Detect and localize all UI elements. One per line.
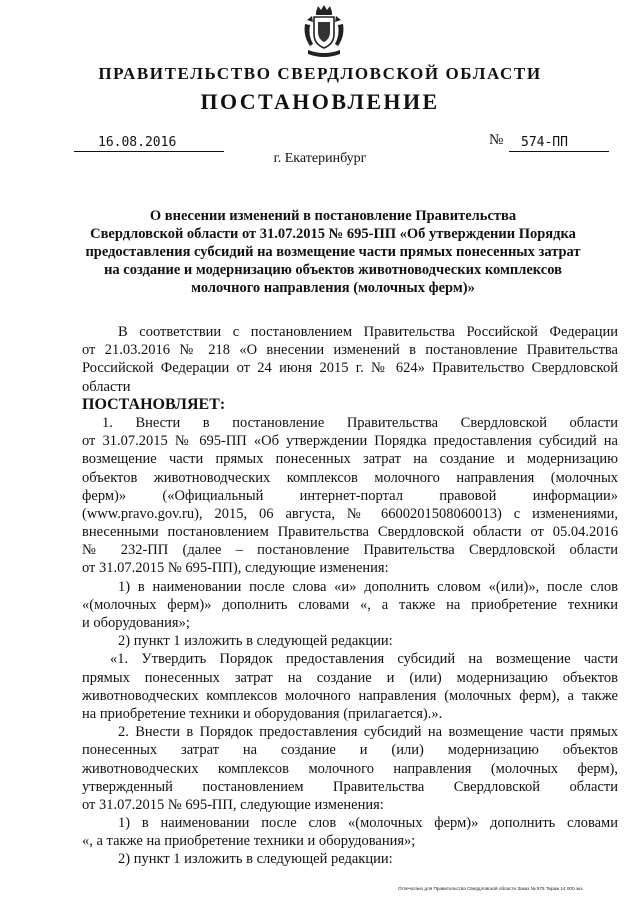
body-line: от 31.07.2015 № 695-ПП, следующие изменения: [82,796,384,813]
document-type: ПОСТАНОВЛЕНИЕ [200,89,440,114]
body-line: ферм)» («Официальный интернет-портал правовой информации» [82,487,618,504]
city: г. Екатеринбург [273,151,367,166]
body-line: области [82,378,131,395]
body-line: внесенными постановлением Правительства Свердловской области от 05.04.2016 [82,524,618,541]
coat-of-arms-icon [302,4,346,60]
body-line: 2) пункт 1 изложить в следующей редакции: [118,851,393,868]
body-line: животноводческих комплексов молочного направления (молочных ферм), [82,760,618,777]
title-line: на создание и модернизацию объектов животноводческих комплексов [104,262,562,278]
document-body [82,323,618,869]
title-line: молочного направления (молочных ферм)» [191,280,475,296]
body-line: 1) в наименовании после слов «(молочных ферм)» дополнить словами [118,815,618,832]
body-line: объектов животноводческих комплексов молочного направления (молочных [82,469,618,486]
body-line: возмещение части прямых понесенных затрат на создание и модернизацию [82,451,618,468]
body-line: на приобретение техники и оборудования (прилагается).». [82,705,443,722]
body-line: 2) пункт 1 изложить в следующей редакции: [118,633,393,650]
body-line: утвержденный постановлением Правительства Свердловской области [82,778,618,795]
resolution-keyword: ПОСТАНОВЛЯЕТ: [82,395,226,413]
body-line: и оборудования»; [82,615,190,631]
title-line: Свердловской области от 31.07.2015 № 695-ПП «Об утверждении Порядка [90,226,576,242]
document-number: 574-ПП [509,134,609,152]
title-line: О внесении изменений в постановление Правительства [149,208,517,224]
body-line: животноводческих комплексов молочного направления (молочных ферм), а также [82,687,618,704]
body-line: 1) в наименовании после слова «и» дополнить словом «(или)», после слов [118,578,618,595]
body-line: 2. Внести в Порядок предоставления субсидий на возмещение части прямых [118,724,618,741]
body-line: 1. Внести в постановление Правительства Свердловской области [102,414,618,431]
body-line: «(молочных ферм)» дополнить словами «, а также на приобретение техники [82,596,618,613]
body-line: № 232-ПП (далее – постановление Правительства Свердловской области [82,542,618,559]
print-footer: Отпечатано для Правительства Свердловской области Заказ № 575 Тираж 14 000 экз. [398,886,584,891]
body-line: от 21.03.2016 № 218 «О внесении изменений в постановление Правительства [82,342,618,359]
title-line: предоставления субсидий на возмещение части прямых понесенных затрат [85,244,581,260]
body-line: понесенных затрат на создание и (или) модернизацию объектов [82,742,618,759]
body-line: «1. Утвердить Порядок предоставления субсидий на возмещение части [110,651,618,668]
number-label: № [489,132,504,148]
body-line: (www.pravo.gov.ru), 2015, 06 августа, № 6600201508060013) с изменениями, [82,505,618,522]
document-date: 16.08.2016 [74,134,224,152]
body-line: Российской Федерации от 24 июня 2015 г. № 624» Правительство Свердловской [82,360,618,377]
body-line: от 31.07.2015 № 695-ПП «Об утверждении Порядка предоставления субсидий на [82,433,618,450]
body-line: «, а также на приобретение техники и оборудования»; [82,833,416,850]
body-line: прямых понесенных затрат на создание и (или) модернизацию объектов [82,669,618,686]
organization-name: ПРАВИТЕЛЬСТВО СВЕРДЛОВСКОЙ ОБЛАСТИ [98,64,542,83]
body-line: В соответствии с постановлением Правительства Российской Федерации [118,324,618,340]
document-title [40,207,626,297]
body-line: от 31.07.2015 № 695-ПП), следующие изменения: [82,560,389,577]
